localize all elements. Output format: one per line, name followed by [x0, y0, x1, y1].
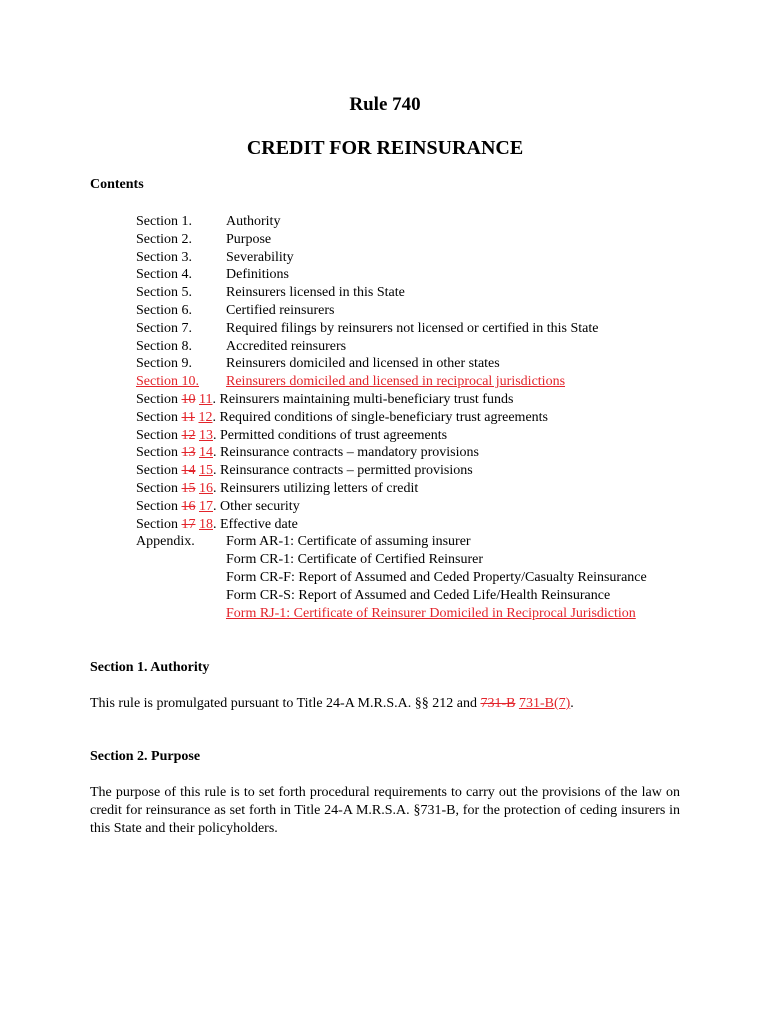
table-of-contents — [136, 213, 647, 622]
toc-row-revised: Section 17 18. Effective date — [136, 516, 298, 532]
toc-section-title: Reinsurers domiciled and licensed in reciprocal jurisdictions — [226, 374, 566, 390]
toc-row-revised: Section 11 12. Required conditions of single-beneficiary trust agreements — [136, 409, 548, 425]
toc-row — [136, 355, 647, 373]
toc-row — [136, 231, 647, 249]
toc-section-title: Required conditions of single-beneficiary trust agreements — [219, 409, 548, 425]
toc-row — [136, 249, 647, 267]
toc-section-title: Reinsurers utilizing letters of credit — [220, 480, 419, 496]
toc-row-revised: Section 15 16. Reinsurers utilizing letters of credit — [136, 480, 419, 496]
toc-appendix-row — [136, 533, 647, 551]
toc-section-number: Section 2. — [136, 231, 192, 247]
toc-row-revised: Section 16 17. Other security — [136, 498, 300, 514]
toc-section-prefix: Section — [136, 391, 178, 407]
toc-section-number: Section 8. — [136, 338, 192, 354]
toc-old-number: 11 — [181, 409, 195, 425]
section1-inserted: 731-B(7) — [518, 696, 571, 711]
toc-row-revised: Section 14 15. Reinsurance contracts – permitted provisions — [136, 463, 473, 479]
toc-row — [136, 284, 647, 302]
toc-old-number: 12 — [181, 427, 196, 443]
toc-section-number: Section 1. — [136, 214, 192, 229]
contents-heading: Contents — [90, 177, 144, 192]
toc-row — [136, 266, 647, 284]
toc-section-title: Reinsurers domiciled and licensed in other states — [226, 356, 500, 372]
toc-section-title: Effective date — [220, 516, 298, 532]
toc-section-number: Section 4. — [136, 267, 192, 283]
section1-text — [90, 695, 680, 713]
toc-new-number: 16 — [199, 480, 213, 496]
toc-section-prefix: Section — [136, 480, 178, 496]
appendix-new-form-row — [136, 605, 647, 623]
section1-text-after: . — [570, 696, 574, 711]
toc-section-number: Section 9. — [136, 356, 192, 372]
section2-text: The purpose of this rule is to set forth procedural requirements to carry out the provisions of the law on credit for reinsurance as set forth in Title 24-A M.R.S.A. §731-B, for the protection of ceding insurers in this State and their policyholders. — [90, 785, 680, 836]
toc-new-number: 14 — [199, 445, 213, 461]
toc-section-number: Section 7. — [136, 320, 192, 336]
toc-section-prefix: Section — [136, 516, 178, 532]
toc-section-title: Reinsurance contracts – permitted provisions — [220, 463, 473, 479]
toc-old-number: 14 — [181, 463, 196, 479]
appendix-form-1: Form CR-1: Certificate of Certified Reinsurer — [226, 552, 483, 568]
rule-title: CREDIT FOR REINSURANCE — [246, 137, 524, 159]
toc-section-title: Accredited reinsurers — [226, 338, 347, 354]
toc-section-prefix: Section — [136, 427, 178, 443]
toc-section-title: Severability — [226, 249, 294, 265]
toc-section-prefix: Section — [136, 409, 178, 425]
appendix-new-form: Form RJ-1: Certificate of Reinsurer Domiciled in Reciprocal Jurisdiction — [226, 605, 636, 621]
toc-row-revised: Section 10 11. Reinsurers maintaining multi-beneficiary trust funds — [136, 391, 514, 407]
toc-old-number: 13 — [181, 445, 196, 461]
section1-text-before: This rule is promulgated pursuant to Title 24-A M.R.S.A. §§ 212 and — [90, 696, 481, 711]
toc-row — [136, 213, 647, 231]
toc-row — [136, 373, 647, 391]
appendix-form-0: Form AR-1: Certificate of assuming insurer — [226, 534, 471, 550]
toc-section-prefix: Section — [136, 463, 178, 479]
toc-old-number: 10 — [181, 391, 196, 407]
toc-section-title: Definitions — [226, 267, 289, 283]
toc-section-title: Purpose — [226, 231, 272, 247]
toc-section-prefix: Section — [136, 445, 178, 461]
toc-section-title: Reinsurers licensed in this State — [226, 285, 405, 301]
toc-row — [136, 338, 647, 356]
section1-heading: Section 1. Authority — [90, 660, 210, 675]
toc-new-number: 17 — [199, 498, 213, 514]
toc-row-revised: Section 13 14. Reinsurance contracts – mandatory provisions — [136, 445, 479, 461]
toc-section-number: Section 5. — [136, 285, 192, 301]
toc-row — [136, 320, 647, 338]
toc-section-title: Other security — [220, 498, 300, 514]
toc-section-title: Reinsurance contracts – mandatory provisions — [220, 445, 479, 461]
toc-section-title: Certified reinsurers — [226, 302, 335, 318]
toc-new-number: 15 — [199, 463, 213, 479]
toc-new-number: 12 — [198, 409, 213, 425]
appendix-label: Appendix. — [136, 534, 195, 550]
appendix-form-2: Form CR-F: Report of Assumed and Ceded Property/Casualty Reinsurance — [226, 569, 647, 585]
toc-section-title: Required filings by reinsurers not licensed or certified in this State — [226, 320, 599, 336]
toc-section-number: Section 3. — [136, 249, 192, 265]
toc-old-number: 15 — [181, 480, 196, 496]
toc-new-number: 11 — [199, 391, 213, 407]
toc-row-revised: Section 12 13. Permitted conditions of trust agreements — [136, 427, 448, 443]
section2-heading: Section 2. Purpose — [90, 749, 201, 764]
toc-new-number: 18 — [199, 516, 213, 532]
toc-old-number: 17 — [181, 516, 196, 532]
toc-section-number: Section 6. — [136, 302, 192, 318]
toc-old-number: 16 — [181, 498, 196, 514]
toc-new-number: 13 — [199, 427, 213, 443]
toc-section-number: Section 10. — [136, 374, 199, 390]
toc-row — [136, 302, 647, 320]
toc-section-title: Permitted conditions of trust agreements — [220, 427, 448, 443]
toc-section-title: Authority — [226, 214, 281, 229]
toc-section-prefix: Section — [136, 498, 178, 514]
rule-number: Rule 740 — [349, 94, 421, 115]
toc-section-title: Reinsurers maintaining multi-beneficiary trust funds — [219, 391, 514, 407]
section1-deleted: 731-B — [480, 696, 516, 711]
appendix-form-3: Form CR-S: Report of Assumed and Ceded Life/Health Reinsurance — [226, 587, 611, 603]
